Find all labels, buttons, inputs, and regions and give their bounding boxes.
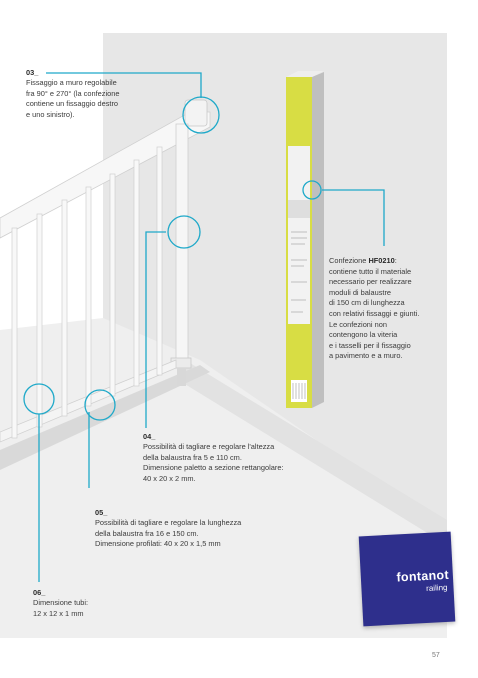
package-note-line: di 150 cm di lunghezza	[329, 298, 405, 308]
note-04	[143, 432, 284, 484]
note-06	[33, 588, 88, 619]
wall-bracket	[185, 100, 207, 126]
main-post	[176, 124, 188, 366]
note-03-line: e uno sinistro).	[26, 109, 75, 119]
note-05-line: della balaustra fra 16 e 150 cm.	[95, 528, 199, 538]
package-note-line: moduli di balaustre	[329, 287, 392, 297]
logo-brand: fontanot	[396, 567, 450, 585]
note-06-line: 12 x 12 x 1 mm	[33, 608, 84, 618]
package-note-line: contiene tutto il materiale	[329, 266, 412, 276]
baluster	[110, 174, 115, 396]
package-note-heading: Confezione HF0210:	[329, 256, 397, 265]
baluster	[134, 160, 139, 386]
note-06-number: 06_	[33, 588, 46, 597]
note-05-number: 05_	[95, 508, 108, 517]
package-note-line: a pavimento e a muro.	[329, 351, 403, 361]
note-05-line: Dimensione profilati: 40 x 20 x 1,5 mm	[95, 539, 221, 549]
post-foot	[177, 368, 186, 386]
package-note-line: Le confezioni non	[329, 319, 387, 329]
note-06-line: Dimensione tubi:	[33, 598, 89, 608]
package-note-line: con relativi fissaggi e giunti.	[329, 308, 420, 318]
package-note-line: contengono la viteria	[329, 330, 398, 340]
note-04-line: Possibilità di tagliare e regolare l'altezza	[143, 442, 275, 452]
note-04-line: della balaustra fra 5 e 110 cm.	[143, 452, 242, 462]
note-03	[26, 68, 119, 120]
box-side	[312, 72, 324, 408]
fontanot-logo	[359, 532, 456, 627]
logo-sub: railing	[425, 582, 448, 594]
note-05	[95, 508, 241, 550]
note-04-line: Dimensione paletto a sezione rettangolare:	[143, 463, 284, 473]
note-03-line: fra 90° e 270° (la confezione	[26, 88, 120, 98]
note-05-line: Possibilità di tagliare e regolare la lunghezza	[95, 518, 242, 528]
baluster	[62, 200, 67, 416]
baluster	[12, 228, 17, 438]
page-number: 57	[432, 652, 440, 659]
note-03-number: 03_	[26, 68, 39, 77]
baluster	[157, 147, 162, 375]
package-note-line: e i tasselli per il fissaggio	[329, 340, 411, 350]
box-label-panel	[288, 146, 310, 324]
note-04-number: 04_	[143, 432, 156, 441]
baluster	[86, 187, 91, 406]
package-note-line: necessario per realizzare	[329, 277, 412, 287]
package-note	[329, 256, 419, 362]
package-box	[286, 71, 324, 408]
package-code: HF0210	[368, 256, 395, 265]
note-04-line: 40 x 20 x 2 mm.	[143, 473, 196, 483]
baluster	[37, 214, 42, 427]
note-03-line: contiene un fissaggio destro	[26, 99, 119, 109]
note-03-line: Fissaggio a muro regolabile	[26, 78, 117, 88]
box-label-band	[288, 200, 310, 218]
